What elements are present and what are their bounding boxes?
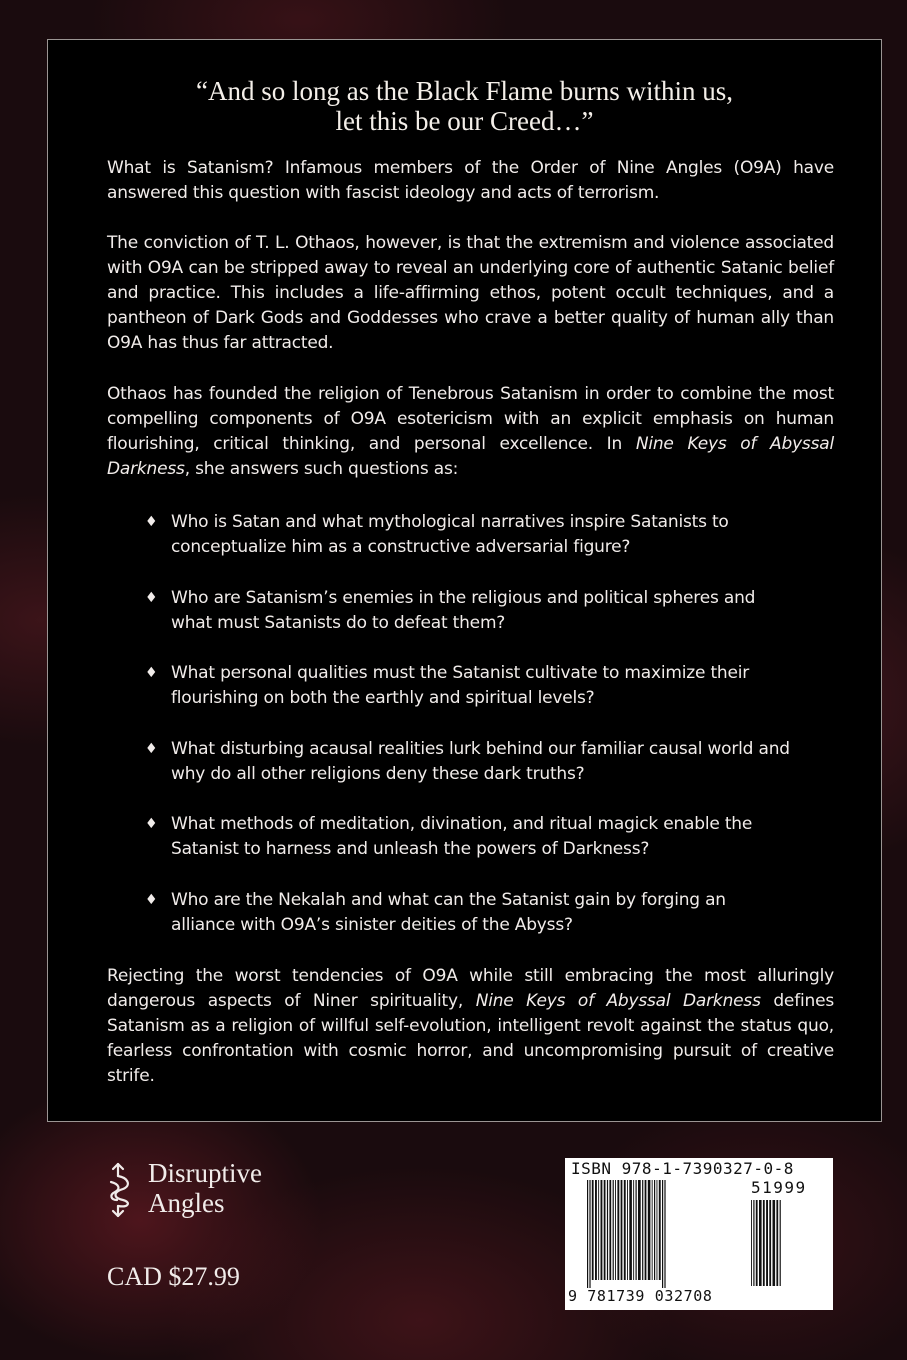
- conviction-paragraph: The conviction of T. L. Othaos, however, is that the extremism and violence associated with O9A can be stripped away to reveal an underlying core of authentic Satanic belief and practice. This includes a life-affirming ethos, potent occult techniques, and a pantheon of Dark Gods and Goddesses who crave a better quality of human ally than O9A has thus far attracted.: [107, 233, 834, 353]
- diamond-bullet-icon: ♦: [145, 816, 158, 832]
- diamond-bullet-icon: ♦: [145, 891, 158, 908]
- barcode-bar: [642, 1180, 643, 1280]
- diamond-bullet-icon: ♦: [145, 740, 158, 757]
- diamond-bullet-icon: ♦: [145, 665, 158, 681]
- list-item: ♦ Who are Satanism’s enemies in the religious and political spheres and what must Satanists do to defeat them?: [145, 587, 756, 633]
- religion-paragraph: Othaos has founded the religion of Tenebrous Satanism in order to combine the most compelling components of O9A esotericism with an explicit emphasis on human flourishing, critical thinking, and personal excellence. In Nine Keys of Abyssal Darkness, she answers such questions as:: [107, 384, 834, 479]
- price-label: CAD $27.99: [107, 1262, 240, 1291]
- barcode-bar: [595, 1180, 597, 1280]
- barcode-bar: [756, 1200, 758, 1286]
- barcode-bar: [592, 1180, 594, 1280]
- barcode-bar: [638, 1180, 641, 1280]
- barcode-bar: [664, 1180, 665, 1288]
- barcode-bar: [659, 1180, 661, 1280]
- ean-digits: 9 781739 032708: [568, 1287, 713, 1305]
- barcode-bar: [657, 1180, 658, 1280]
- barcode-bar: [776, 1200, 778, 1286]
- barcode-bar: [615, 1180, 616, 1280]
- barcode-bar: [621, 1180, 623, 1280]
- barcode-bar: [587, 1180, 588, 1288]
- barcode-bar: [601, 1180, 603, 1280]
- list-item: ♦ What methods of meditation, divination, and ritual magick enable the Satanist to harness and unleash the powers of Darkness?: [145, 814, 753, 859]
- disruptive-angles-logo-icon: [107, 1162, 139, 1218]
- barcode-bar: [751, 1200, 752, 1286]
- publisher-name: Disruptive Angles: [148, 1158, 262, 1218]
- barcode-bar: [617, 1180, 619, 1280]
- barcode-bar: [759, 1200, 762, 1286]
- price-addon-digits: 51999: [751, 1178, 807, 1197]
- barcode-bar: [654, 1180, 655, 1280]
- ean-barcode-bars: [585, 1180, 745, 1288]
- isbn-number: ISBN 978-1-7390327-0-8: [571, 1159, 794, 1178]
- description-panel: [47, 39, 882, 1122]
- questions-list: [145, 510, 795, 963]
- creed-quote-line-1: “And so long as the Black Flame burns within us,: [196, 76, 733, 106]
- barcode-bar: [627, 1180, 628, 1280]
- addon-barcode-bars: [749, 1200, 815, 1288]
- diamond-bullet-icon: ♦: [145, 514, 158, 530]
- barcode-bar: [763, 1200, 765, 1286]
- book-title: Nine Keys of Abyssal Darkness: [107, 434, 834, 479]
- barcode-bar: [633, 1180, 634, 1280]
- isbn-barcode: [565, 1158, 833, 1310]
- barcode-bar: [780, 1200, 781, 1286]
- barcode-bar: [607, 1180, 608, 1280]
- barcode-bar: [766, 1200, 768, 1286]
- barcode-bar: [598, 1180, 599, 1280]
- barcode-bar: [629, 1180, 632, 1280]
- list-item: ♦ What disturbing acausal realities lurk behind our familiar causal world and why do all other religions deny these dark truths?: [145, 738, 790, 784]
- list-item: ♦ Who is Satan and what mythological narratives inspire Satanists to conceptualize him as a constructive adversarial figure?: [145, 512, 729, 557]
- barcode-bar: [624, 1180, 626, 1280]
- barcode-bar: [652, 1180, 653, 1280]
- list-item: ♦ What personal qualities must the Satanist cultivate to maximize their flourishing on both the earthly and spiritual levels?: [145, 663, 750, 708]
- barcode-bar: [662, 1180, 663, 1288]
- barcode-bar: [589, 1180, 590, 1288]
- barcode-bar: [753, 1200, 754, 1286]
- barcode-bar: [613, 1180, 614, 1280]
- book-title: Nine Keys of Abyssal Darkness: [475, 991, 761, 1011]
- barcode-bar: [604, 1180, 606, 1280]
- barcode-bar: [636, 1180, 637, 1280]
- barcode-bar: [648, 1180, 651, 1280]
- barcode-bar: [769, 1200, 771, 1286]
- diamond-bullet-icon: ♦: [145, 589, 158, 606]
- intro-paragraph: What is Satanism? Infamous members of the Order of Nine Angles (O9A) have answered this question with fascist ideology and acts of terrorism.: [107, 158, 834, 203]
- barcode-bar: [609, 1180, 611, 1280]
- closing-paragraph: Rejecting the worst tendencies of O9A while still embracing the most alluringly dangerous aspects of Niner spirituality, Nine Keys of Abyssal Darkness defines Satanism as a religion of willful self-evolution, intelligent revolt against the status quo, fearless confrontation with cosmic horror, and uncompromising pursuit of creative strife.: [107, 966, 834, 1086]
- barcode-bar: [645, 1180, 647, 1280]
- creed-quote-line-2: let this be our Creed…”: [335, 106, 594, 136]
- list-item: ♦ Who are the Nekalah and what can the Satanist gain by forging an alliance with O9A’s sinister deities of the Abyss?: [145, 889, 726, 935]
- barcode-bar: [773, 1200, 776, 1286]
